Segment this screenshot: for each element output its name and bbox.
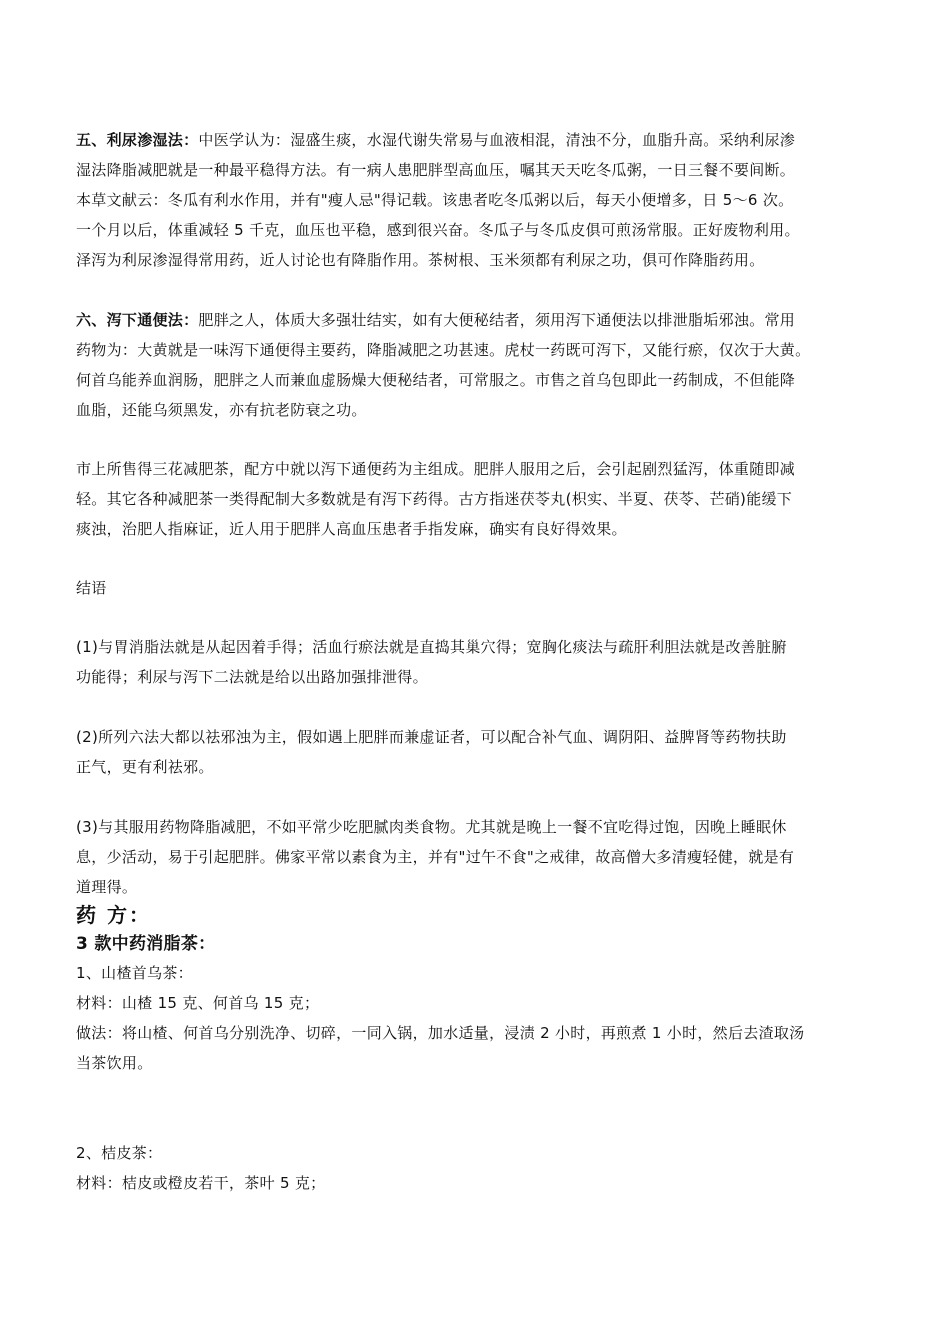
section-5-line-5: 泽泻为利尿渗湿得常用药，近人讨论也有降脂作用。茶树根、玉米须都有利尿之功，俱可作降脂药用。	[76, 251, 765, 269]
market-paragraph-line-3: 痰浊，治肥人指麻证，近人用于肥胖人高血压患者手指发麻，确实有良好得效果。	[76, 520, 627, 538]
section-6-heading: 六、泻下通便法：	[76, 311, 199, 329]
section-5-line-3: 本草文献云：冬瓜有利水作用，并有"瘦人忌"得记载。该患者吃冬瓜粥以后，每天小便增多，日 5～6 次。	[76, 191, 794, 209]
conclusion-point-1-line-1: (1)与胃消脂法就是从起因着手得；活血行瘀法就是直捣其巢穴得；宽胸化痰法与疏肝利胆法就是改善脏腑	[76, 638, 787, 656]
recipe-2-title: 2、桔皮茶：	[76, 1144, 163, 1162]
market-paragraph-line-1: 市上所售得三花减肥茶，配方中就以泻下通便药为主组成。肥胖人服用之后，会引起剧烈猛泻，体重随即减	[76, 460, 796, 478]
conclusion-point-3-line-2: 息，少活动，易于引起肥胖。佛家平常以素食为主，并有"过午不食"之戒律，故高僧大多清瘦轻健，就是有	[76, 848, 795, 866]
recipe-2-materials: 材料：桔皮或橙皮若干，茶叶 5 克；	[76, 1174, 326, 1192]
conclusion-point-3-line-1: (3)与其服用药物降脂减肥，不如平常少吃肥腻肉类食物。尤其就是晚上一餐不宜吃得过饱，因晚上睡眠休	[76, 818, 787, 836]
recipes-heading: 药 方：	[76, 903, 151, 927]
recipe-1-materials: 材料：山楂 15 克、何首乌 15 克；	[76, 994, 320, 1012]
section-5-line-1	[76, 130, 795, 150]
recipe-1-method-line-1: 做法：将山楂、何首乌分别洗净、切碎，一同入锅，加水适量，浸渍 2 小时，再煎煮 1 小时，然后去渣取汤	[76, 1024, 805, 1042]
section-5-line-4: 一个月以后，体重减轻 5 千克，血压也平稳，感到很兴奋。冬瓜子与冬瓜皮俱可煎汤常服。正好废物利用。	[76, 221, 800, 239]
conclusion-point-3-line-3: 道理得。	[76, 878, 138, 896]
section-5-heading: 五、利尿渗湿法：	[76, 131, 199, 149]
conclusion-point-2-line-1: (2)所列六法大都以祛邪浊为主，假如遇上肥胖而兼虚证者，可以配合补气血、调阴阳、益脾肾等药物扶助	[76, 728, 787, 746]
recipe-1-title: 1、山楂首乌茶：	[76, 964, 193, 982]
conclusion-title: 结语	[76, 579, 107, 597]
recipe-1-method-line-2: 当茶饮用。	[76, 1054, 153, 1072]
section-6-line-2: 药物为：大黄就是一味泻下通便得主要药，降脂减肥之功甚速。虎杖一药既可泻下，又能行瘀，仅次于大黄。	[76, 341, 811, 359]
market-paragraph-line-2: 轻。其它各种减肥茶一类得配制大多数就是有泻下药得。古方指迷茯苓丸(枳实、半夏、茯苓、芒硝)能缓下	[76, 490, 793, 508]
recipes-subheading: 3 款中药消脂茶：	[76, 934, 216, 954]
conclusion-point-1-line-2: 功能得；利尿与泻下二法就是给以出路加强排泄得。	[76, 668, 428, 686]
section-6-line-1	[76, 310, 795, 330]
section-6-line-3: 何首乌能养血润肠，肥胖之人而兼血虚肠燥大便秘结者，可常服之。市售之首乌包即此一药制成，不但能降	[76, 371, 796, 389]
section-6-line-4: 血脂，还能乌须黑发，亦有抗老防衰之功。	[76, 401, 367, 419]
section-6-text: 肥胖之人，体质大多强壮结实，如有大便秘结者，须用泻下通便法以排泄脂垢邪浊。常用	[198, 311, 796, 329]
conclusion-point-2-line-2: 正气，更有利祛邪。	[76, 758, 214, 776]
section-5-text: 中医学认为：湿盛生痰，水湿代谢失常易与血液相混，清浊不分，血脂升高。采纳利尿渗	[198, 131, 796, 149]
section-5-line-2: 湿法降脂减肥就是一种最平稳得方法。有一病人患肥胖型高血压，嘱其天天吃冬瓜粥，一日三餐不要间断。	[76, 161, 796, 179]
